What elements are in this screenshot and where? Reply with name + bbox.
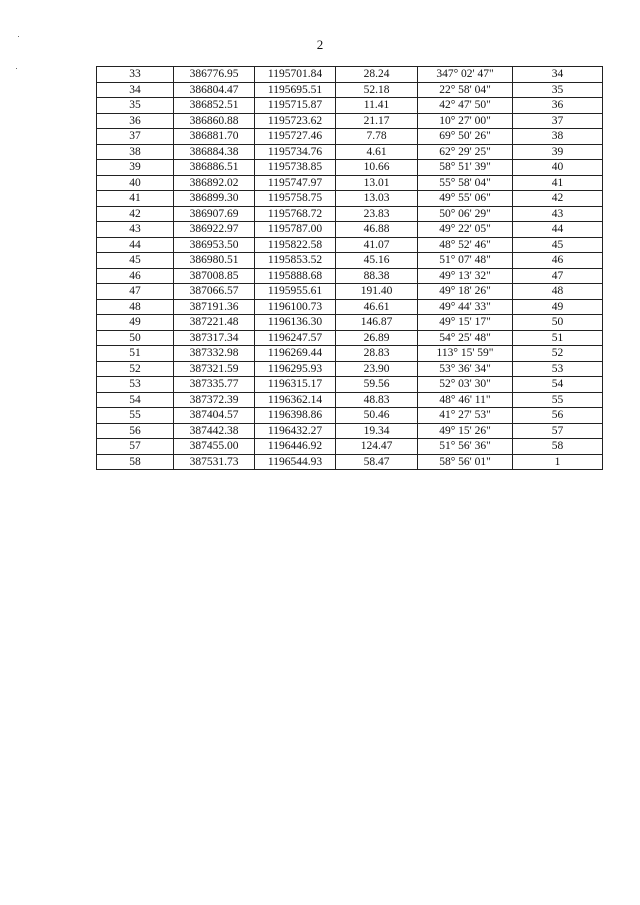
cell-x-coordinate: 387404.57	[174, 408, 255, 424]
cell-direction-angle: 49° 15' 17"	[418, 315, 513, 331]
cell-point-number: 51	[97, 346, 174, 362]
cell-direction-angle: 49° 18' 26"	[418, 284, 513, 300]
cell-y-coordinate: 1195853.52	[255, 253, 336, 269]
cell-x-coordinate: 387332.98	[174, 346, 255, 362]
cell-point-number: 47	[97, 284, 174, 300]
cell-distance: 19.34	[336, 423, 418, 439]
table-row	[97, 160, 603, 176]
cell-point-number: 55	[97, 408, 174, 424]
table-row	[97, 284, 603, 300]
cell-direction-angle: 62° 29' 25"	[418, 144, 513, 160]
cell-next-point: 34	[513, 67, 603, 83]
cell-distance: 10.66	[336, 160, 418, 176]
cell-distance: 28.83	[336, 346, 418, 362]
cell-y-coordinate: 1195822.58	[255, 237, 336, 253]
cell-next-point: 1	[513, 454, 603, 470]
cell-x-coordinate: 386860.88	[174, 113, 255, 129]
cell-direction-angle: 10° 27' 00"	[418, 113, 513, 129]
cell-next-point: 58	[513, 439, 603, 455]
cell-x-coordinate: 386907.69	[174, 206, 255, 222]
cell-distance: 23.83	[336, 206, 418, 222]
cell-x-coordinate: 387191.36	[174, 299, 255, 315]
cell-direction-angle: 48° 52' 46"	[418, 237, 513, 253]
cell-point-number: 53	[97, 377, 174, 393]
scan-speck	[18, 36, 19, 37]
cell-next-point: 55	[513, 392, 603, 408]
cell-x-coordinate: 387317.34	[174, 330, 255, 346]
cell-y-coordinate: 1195734.76	[255, 144, 336, 160]
table-row	[97, 377, 603, 393]
cell-next-point: 40	[513, 160, 603, 176]
cell-x-coordinate: 387455.00	[174, 439, 255, 455]
cell-direction-angle: 69° 50' 26"	[418, 129, 513, 145]
table-row	[97, 222, 603, 238]
cell-point-number: 42	[97, 206, 174, 222]
cell-direction-angle: 49° 22' 05"	[418, 222, 513, 238]
cell-y-coordinate: 1195738.85	[255, 160, 336, 176]
cell-distance: 48.83	[336, 392, 418, 408]
cell-y-coordinate: 1195768.72	[255, 206, 336, 222]
cell-y-coordinate: 1195888.68	[255, 268, 336, 284]
cell-y-coordinate: 1196295.93	[255, 361, 336, 377]
cell-x-coordinate: 386804.47	[174, 82, 255, 98]
cell-y-coordinate: 1195955.61	[255, 284, 336, 300]
cell-distance: 28.24	[336, 67, 418, 83]
cell-y-coordinate: 1195723.62	[255, 113, 336, 129]
cell-next-point: 53	[513, 361, 603, 377]
cell-x-coordinate: 386776.95	[174, 67, 255, 83]
coordinates-table-body	[97, 67, 603, 470]
cell-direction-angle: 41° 27' 53"	[418, 408, 513, 424]
cell-direction-angle: 51° 07' 48"	[418, 253, 513, 269]
cell-point-number: 58	[97, 454, 174, 470]
cell-next-point: 56	[513, 408, 603, 424]
cell-x-coordinate: 387531.73	[174, 454, 255, 470]
table-row	[97, 129, 603, 145]
cell-next-point: 35	[513, 82, 603, 98]
table-row	[97, 315, 603, 331]
table-row	[97, 299, 603, 315]
cell-x-coordinate: 386881.70	[174, 129, 255, 145]
table-row	[97, 423, 603, 439]
cell-next-point: 42	[513, 191, 603, 207]
scan-speck	[16, 68, 17, 69]
cell-point-number: 43	[97, 222, 174, 238]
cell-y-coordinate: 1196432.27	[255, 423, 336, 439]
table-row	[97, 237, 603, 253]
cell-point-number: 54	[97, 392, 174, 408]
cell-direction-angle: 51° 56' 36"	[418, 439, 513, 455]
cell-direction-angle: 50° 06' 29"	[418, 206, 513, 222]
cell-y-coordinate: 1195701.84	[255, 67, 336, 83]
cell-y-coordinate: 1196446.92	[255, 439, 336, 455]
cell-next-point: 46	[513, 253, 603, 269]
cell-y-coordinate: 1195787.00	[255, 222, 336, 238]
cell-next-point: 54	[513, 377, 603, 393]
cell-x-coordinate: 386922.97	[174, 222, 255, 238]
cell-distance: 124.47	[336, 439, 418, 455]
cell-distance: 4.61	[336, 144, 418, 160]
cell-y-coordinate: 1196362.14	[255, 392, 336, 408]
cell-next-point: 36	[513, 98, 603, 114]
cell-y-coordinate: 1196247.57	[255, 330, 336, 346]
cell-x-coordinate: 386884.38	[174, 144, 255, 160]
cell-direction-angle: 49° 15' 26"	[418, 423, 513, 439]
cell-next-point: 44	[513, 222, 603, 238]
cell-x-coordinate: 386892.02	[174, 175, 255, 191]
table-row	[97, 330, 603, 346]
cell-distance: 7.78	[336, 129, 418, 145]
cell-x-coordinate: 387221.48	[174, 315, 255, 331]
cell-distance: 59.56	[336, 377, 418, 393]
cell-distance: 146.87	[336, 315, 418, 331]
table-row	[97, 206, 603, 222]
cell-point-number: 40	[97, 175, 174, 191]
table-row	[97, 439, 603, 455]
cell-distance: 88.38	[336, 268, 418, 284]
table-row	[97, 346, 603, 362]
cell-next-point: 57	[513, 423, 603, 439]
cell-next-point: 47	[513, 268, 603, 284]
cell-direction-angle: 347° 02' 47"	[418, 67, 513, 83]
cell-distance: 21.17	[336, 113, 418, 129]
cell-direction-angle: 58° 51' 39"	[418, 160, 513, 176]
cell-direction-angle: 54° 25' 48"	[418, 330, 513, 346]
cell-point-number: 50	[97, 330, 174, 346]
cell-direction-angle: 49° 55' 06"	[418, 191, 513, 207]
cell-y-coordinate: 1195747.97	[255, 175, 336, 191]
cell-point-number: 49	[97, 315, 174, 331]
cell-next-point: 43	[513, 206, 603, 222]
cell-distance: 46.88	[336, 222, 418, 238]
cell-x-coordinate: 386953.50	[174, 237, 255, 253]
cell-y-coordinate: 1196100.73	[255, 299, 336, 315]
cell-point-number: 52	[97, 361, 174, 377]
table-row	[97, 98, 603, 114]
cell-distance: 23.90	[336, 361, 418, 377]
cell-y-coordinate: 1196269.44	[255, 346, 336, 362]
cell-x-coordinate: 386852.51	[174, 98, 255, 114]
cell-next-point: 37	[513, 113, 603, 129]
cell-distance: 41.07	[336, 237, 418, 253]
cell-y-coordinate: 1195695.51	[255, 82, 336, 98]
cell-next-point: 51	[513, 330, 603, 346]
table-row	[97, 268, 603, 284]
cell-y-coordinate: 1195758.75	[255, 191, 336, 207]
cell-direction-angle: 49° 13' 32"	[418, 268, 513, 284]
cell-distance: 191.40	[336, 284, 418, 300]
cell-x-coordinate: 386980.51	[174, 253, 255, 269]
cell-point-number: 44	[97, 237, 174, 253]
cell-y-coordinate: 1195727.46	[255, 129, 336, 145]
cell-x-coordinate: 386899.30	[174, 191, 255, 207]
cell-direction-angle: 48° 46' 11"	[418, 392, 513, 408]
cell-point-number: 41	[97, 191, 174, 207]
cell-distance: 13.03	[336, 191, 418, 207]
table-row	[97, 144, 603, 160]
cell-distance: 13.01	[336, 175, 418, 191]
cell-x-coordinate: 387008.85	[174, 268, 255, 284]
coordinates-table	[96, 66, 603, 470]
cell-x-coordinate: 387372.39	[174, 392, 255, 408]
cell-direction-angle: 55° 58' 04"	[418, 175, 513, 191]
cell-point-number: 48	[97, 299, 174, 315]
cell-x-coordinate: 387442.38	[174, 423, 255, 439]
cell-x-coordinate: 387321.59	[174, 361, 255, 377]
cell-next-point: 39	[513, 144, 603, 160]
table-row	[97, 392, 603, 408]
cell-point-number: 37	[97, 129, 174, 145]
cell-distance: 26.89	[336, 330, 418, 346]
cell-y-coordinate: 1196136.30	[255, 315, 336, 331]
cell-direction-angle: 52° 03' 30"	[418, 377, 513, 393]
table-row	[97, 67, 603, 83]
table-row	[97, 82, 603, 98]
cell-distance: 11.41	[336, 98, 418, 114]
table-row	[97, 454, 603, 470]
cell-direction-angle: 22° 58' 04"	[418, 82, 513, 98]
cell-next-point: 50	[513, 315, 603, 331]
cell-next-point: 38	[513, 129, 603, 145]
cell-point-number: 46	[97, 268, 174, 284]
cell-point-number: 35	[97, 98, 174, 114]
cell-point-number: 57	[97, 439, 174, 455]
cell-distance: 58.47	[336, 454, 418, 470]
table-row	[97, 361, 603, 377]
cell-y-coordinate: 1196315.17	[255, 377, 336, 393]
cell-point-number: 34	[97, 82, 174, 98]
cell-direction-angle: 49° 44' 33"	[418, 299, 513, 315]
cell-point-number: 39	[97, 160, 174, 176]
table-row	[97, 253, 603, 269]
cell-direction-angle: 42° 47' 50"	[418, 98, 513, 114]
table-row	[97, 175, 603, 191]
cell-distance: 52.18	[336, 82, 418, 98]
cell-distance: 50.46	[336, 408, 418, 424]
page-number: 2	[316, 37, 324, 52]
cell-distance: 45.16	[336, 253, 418, 269]
cell-point-number: 33	[97, 67, 174, 83]
cell-next-point: 48	[513, 284, 603, 300]
cell-point-number: 36	[97, 113, 174, 129]
cell-distance: 46.61	[336, 299, 418, 315]
cell-x-coordinate: 386886.51	[174, 160, 255, 176]
cell-y-coordinate: 1196398.86	[255, 408, 336, 424]
cell-next-point: 52	[513, 346, 603, 362]
table-row	[97, 408, 603, 424]
cell-y-coordinate: 1196544.93	[255, 454, 336, 470]
cell-y-coordinate: 1195715.87	[255, 98, 336, 114]
cell-next-point: 49	[513, 299, 603, 315]
cell-next-point: 45	[513, 237, 603, 253]
cell-x-coordinate: 387335.77	[174, 377, 255, 393]
cell-next-point: 41	[513, 175, 603, 191]
table-row	[97, 113, 603, 129]
cell-point-number: 56	[97, 423, 174, 439]
table-row	[97, 191, 603, 207]
cell-point-number: 38	[97, 144, 174, 160]
cell-x-coordinate: 387066.57	[174, 284, 255, 300]
cell-direction-angle: 53° 36' 34"	[418, 361, 513, 377]
cell-point-number: 45	[97, 253, 174, 269]
cell-direction-angle: 58° 56' 01"	[418, 454, 513, 470]
cell-direction-angle: 113° 15' 59"	[418, 346, 513, 362]
